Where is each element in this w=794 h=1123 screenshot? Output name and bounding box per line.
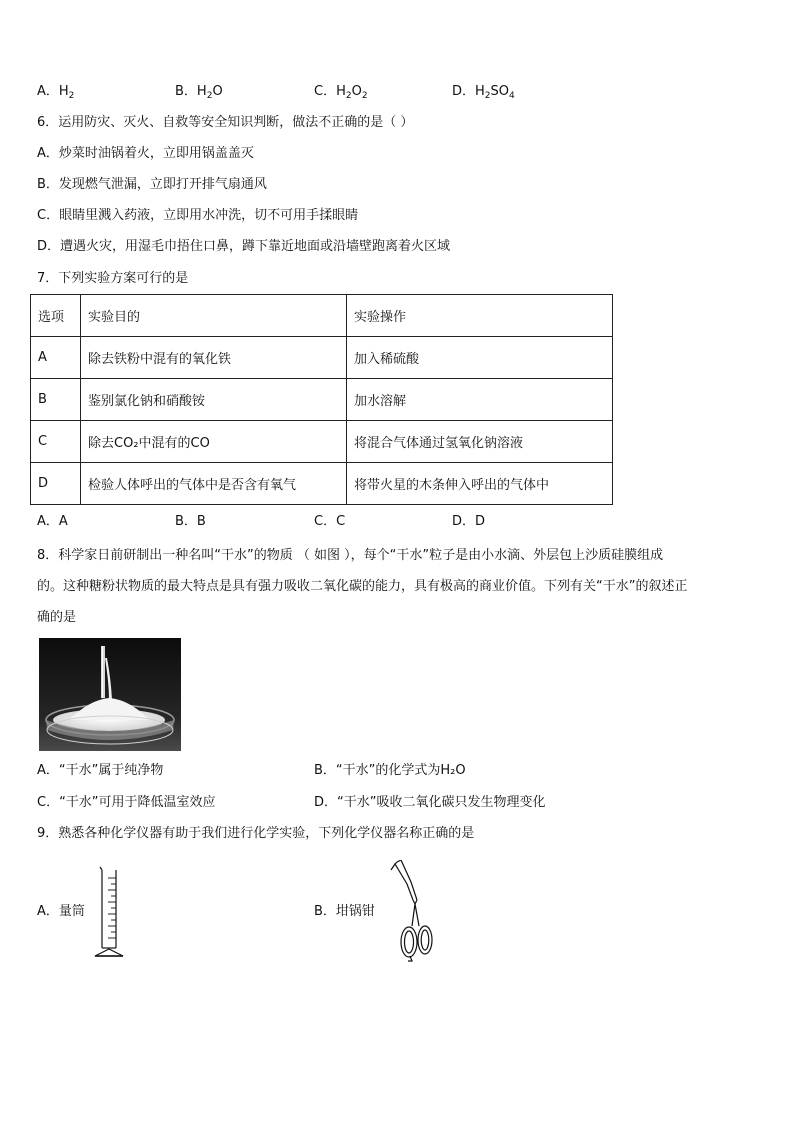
table-row bbox=[31, 379, 613, 421]
q8-option-b: B．“干水”的化学式为H₂O bbox=[314, 763, 466, 778]
q8-stem-line: 8．科学家日前研制出一种名叫“干水”的物质 （ 如图 ），每个“干水”粒子是由小水滴、外层包上沙质硅膜组成 bbox=[37, 548, 664, 563]
q8-stem-line: 确的是 bbox=[37, 610, 77, 625]
table-cell: C bbox=[31, 421, 81, 463]
table-cell: D bbox=[31, 463, 81, 505]
q8-option-c: C．“干水”可用于降低温室效应 bbox=[37, 795, 216, 810]
q8-stem bbox=[37, 540, 757, 633]
q5-option-c: C．$H_2O_2$ bbox=[314, 84, 368, 101]
table-header-cell: 实验目的 bbox=[81, 295, 347, 337]
q8-option-d: D．“干水”吸收二氧化碳只发生物理变化 bbox=[314, 795, 546, 810]
q5-option-b: B．$H_2O$ bbox=[175, 84, 223, 101]
q6-option-a: A．炒菜时油锅着火，立即用锅盖盖灭 bbox=[37, 146, 254, 161]
q5-option-a: A．$H_2$ bbox=[37, 84, 75, 101]
table-header-row bbox=[31, 295, 613, 337]
q7-option-d: D．D bbox=[452, 514, 486, 529]
q6-option-b: B．发现燃气泄漏，立即打开排气扇通风 bbox=[37, 177, 267, 192]
q7-option-a: A．A bbox=[37, 514, 68, 529]
table-cell: 加水溶解 bbox=[347, 379, 613, 421]
q9-stem: 9．熟悉各种化学仪器有助于我们进行化学实验，下列化学仪器名称正确的是 bbox=[37, 826, 475, 841]
table-cell: A bbox=[31, 337, 81, 379]
table-row bbox=[31, 463, 613, 505]
table-row bbox=[31, 337, 613, 379]
table-cell: 将混合气体通过氢氧化钠溶液 bbox=[347, 421, 613, 463]
q7-stem: 7．下列实验方案可行的是 bbox=[37, 271, 189, 286]
q9-option-b: B．坩锅钳 bbox=[314, 904, 375, 919]
table-cell: 除去CO₂中混有的CO bbox=[81, 421, 347, 463]
q8-stem-line: 的。这种糖粉状物质的最大特点是具有强力吸收二氧化碳的能力，具有极高的商业价值。下列有关“干水”的叙述正 bbox=[37, 579, 688, 594]
q7-option-c: C．C bbox=[314, 514, 346, 529]
table-cell: 将带火星的木条伸入呼出的气体中 bbox=[347, 463, 613, 505]
graduated-cylinder-icon bbox=[93, 866, 129, 960]
crucible-tongs-icon bbox=[385, 860, 447, 964]
q7-option-b: B．B bbox=[175, 514, 206, 529]
table-cell: 加入稀硫酸 bbox=[347, 337, 613, 379]
table-cell: 鉴别氯化钠和硝酸铵 bbox=[81, 379, 347, 421]
table-header-cell: 选项 bbox=[31, 295, 81, 337]
table-row bbox=[31, 421, 613, 463]
table-cell: 检验人体呼出的气体中是否含有氧气 bbox=[81, 463, 347, 505]
table-header-cell: 实验操作 bbox=[347, 295, 613, 337]
table-cell: 除去铁粉中混有的氧化铁 bbox=[81, 337, 347, 379]
table-cell: B bbox=[31, 379, 81, 421]
dry-water-photo bbox=[39, 638, 181, 751]
q8-option-a: A．“干水”属于纯净物 bbox=[37, 763, 164, 778]
experiment-table bbox=[30, 294, 613, 505]
q9-option-a: A．量筒 bbox=[37, 904, 85, 919]
q6-option-c: C．眼睛里溅入药液，立即用水冲洗，切不可用手揉眼睛 bbox=[37, 208, 359, 223]
q6-stem: 6．运用防灾、灭火、自救等安全知识判断，做法不正确的是（ ） bbox=[37, 115, 414, 130]
q6-option-d: D．遭遇火灾，用湿毛巾捂住口鼻，蹲下靠近地面或沿墙壁跑离着火区域 bbox=[37, 239, 451, 254]
q5-option-d: D．$H_2SO_4$ bbox=[452, 84, 515, 101]
